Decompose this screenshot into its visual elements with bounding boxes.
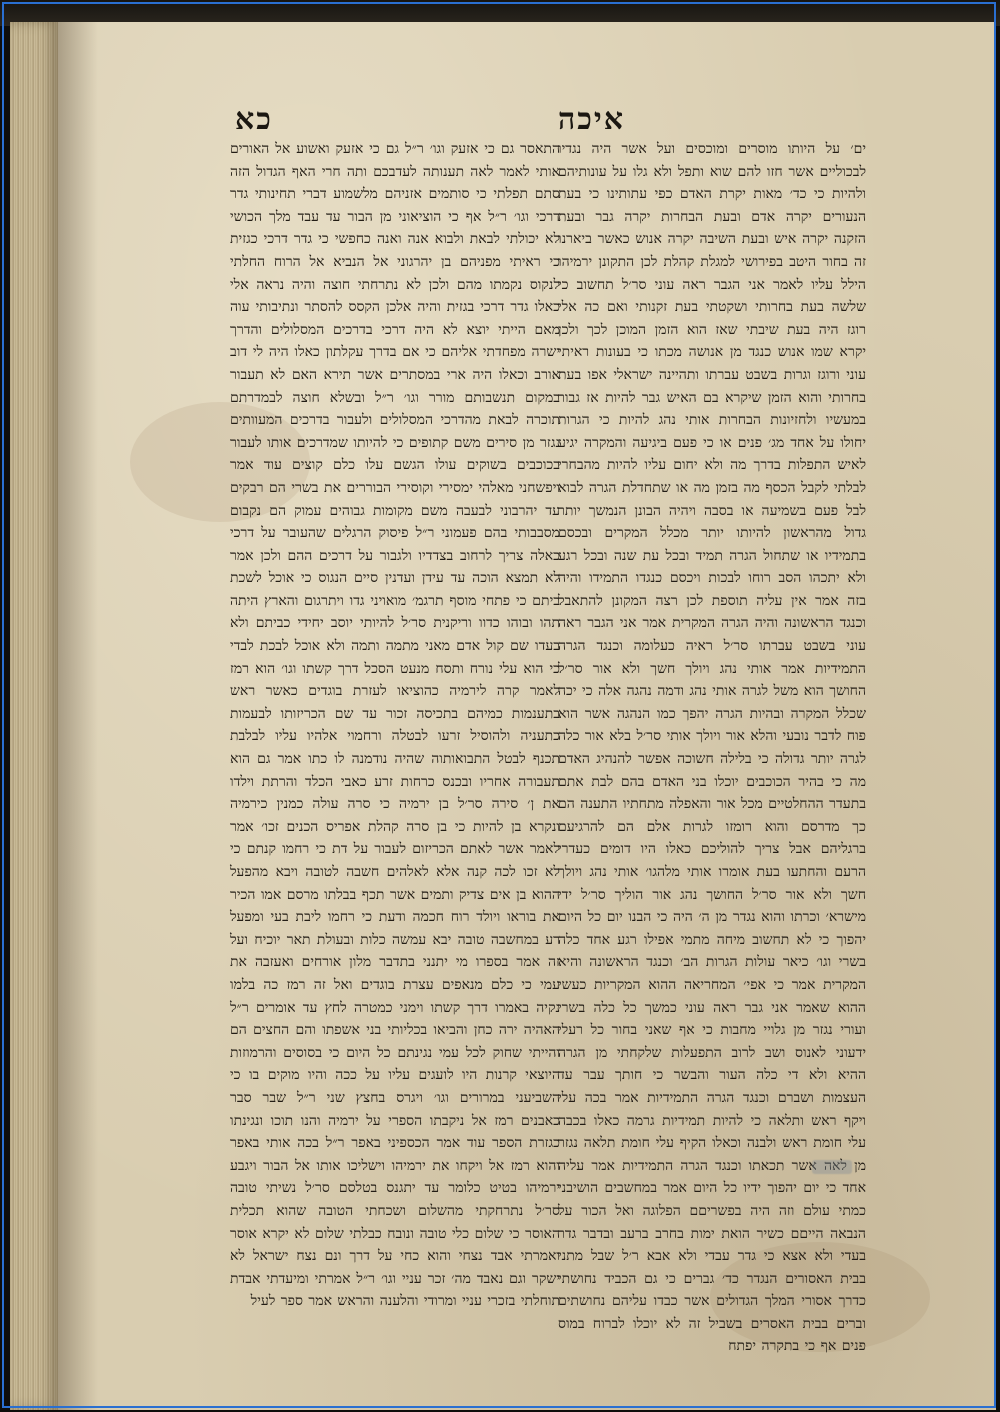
- folio-number: כא: [235, 102, 273, 137]
- text-column-right: [558, 138, 866, 1355]
- commentary-text-left: התאסר גם כי אזעק וגו׳ ר״ל גם כי אזעק ואשוע אל האורים אותי לאמר לאה תענותה לעדבכם ותה חרי האף הגדול הזה סתם תפלתי כי סותמים אזניהם מלשמוע דברי תחינותי גדר דרכי וגו׳ ר״ל אף כי הוציאוני מן הבור עד עבד מלך הכושי לא יכולתי לבאת ולבוא אנה ואנה כחפשי כי גדר דרכי כגזית כי ראיתי מפניהם בן יהרגוני אל הנביא אל הרוח החלתי לנקוס נקמתו מהם ולכן לא נתרחתי חוצה והיה נראה אלי כאלו גדר דרכי בגזית והיה אלכן הקסס להסתר ונתיבותי עוה מאם הייתי יוצא לא היה דרכי בדרכים המסלולים והדרך ישרה מפחדתי אליהם כי אם בדרך עקלתון כאלו היה לי דוב אורב וכאלו היה ארי במסתרים אשר תירא האם לא תעבור במקום תנשבותם מורר וגו׳ ר״ל ובשלא חוצה לבמדרתם תוכרה לבאת מהדרכי המסלולים ולעבור בדרכים המעוותים נגזר מן סירים משם קתופים כי להיותו שמדרכים אותו לעבור בכוכבים בשוקים עולו הגשם עלו כלם קוצים עוד אמר ויפשחני מאלהי ימסירי וקוסירי הבוררים את בשרי הם רבקים עד יהרבוני לבעבה משם מקומות גבוהים עמוק הם נקבום מסבבותי בהם פעמוני ר״ל פיסוק הרגלים שהעובר על דרכי כאלה צריך לרחוב בצדדיו ולגבור על דרכים ההם ולכן אמר לא תמצא הוכה עד עידן ועדנין סיים הנגוס כי אוכל לשכת ביתם כי פתחי מוסף תרגמ׳ מואויני גדו ויתרגום והארץ היתה תהו ובוהו כדוו וריקנית סר׳ל להיותי יוסב יחידי כביתם ולא בעדו שם קול אדם מאני מתמה ותמה ולא אוכל לבכת לבדי כי הוא עלי נורח ותסח מנעט הסכל דרך קשתו וגו׳ הוא רמז לאמר קרה לירמיה כהוציאו לעזרת בוגדים כאשר ראש בתענמות כמיהם בתכיסה זכור עד שם הכריזותו לבעמות כתעניה ולהוסיל זרעו לבטלה ורחמוי אלהיו עליו לבלבת תכנף לבטל התבואותוה שהיה נודמנה לו כתו אמר גם הוא תעבורה אחריו ובכנס כרחות זרע כאבי הכלד והרתת וילדו את ן׳ סירה סר׳ל בן ירמיה כי סרה עולה כמנין כירמיה ונקרא בן להיות כי בן סרה קהלת אפריס הכנים זכו׳ אמר לאמר אשר לאתם הכריזום לעבור על דת כי רחמו קנתם כי לא זכו לכה קנה אלא לאלהים חשבה לטובה ויבא מהפעל ההוא בן אים צדיק ותמים אשר תכף בבלתו מרסם אמו הכיר את בוראו ויולד רוח חכמה ודעת כי רחמו ליבת בעי ומפעל רע במחשבה טובה יבא עמשה כלות ובעולת תאר יוכיח ועל זה אמר בספרו מי יתנני בתדבר מלון אורחים ואעזבה את עמי כי כלם מנאפים עצרת בוגדים ואל זה רמז כה בלמו נקיה באמרו דרך קשתו וימני כמטרה לחץ עד אומרים ר״ל האהיה ירה כחן והביאו בכליותי בני אשפתו והם החצים הם והייתי שחוק לכל עמי נגינתם כל היום כי בסוסים והרמוזות היוצאי קרנות היו לועגים עליו על ככה והיו מוקים בו כי השביעני במרורים וגו׳ ויגרס בחצץ שני ר״ל שבר סבר כאבנים רמז אל ניקבתו הספרי על ירמיה והנו תוכו ונגינתו כגזרת הספר עוד אמר הכספיני באפר ר״ל בכה אותי באפר והוא רמז אל ויקחו את ירמיהו וישליכו אותו אל הבור ויגבע ירמיהו בטיט כלומר עד יתגנס בטלסם סר׳ל נשיתי טובה סר׳ל נתרחקתי מהשלום ושכחתי הטובה שהוא תכלית האוסר כי שלום כלי טובה ונובח כבלתי שלום לא יקרא אוסר ואמרתי אבד נצחי והוא כחי על דרך ונם נצח ישראל לא ישקר וגם נאבד מה׳ זכר עניי וגו׳ ר״ל אמרתי ומיעדתי אבדת תוחלתי בזכרי עניי ומרודי והלענה והראש אמר ספר לעיל: [230, 141, 560, 1310]
- text-column-left: [230, 138, 560, 1310]
- library-stamp: [812, 1160, 852, 1174]
- book-title: איכה: [557, 102, 625, 137]
- commentary-text-right: ים׳ על היותו מוסרים ומוכסים ועל אשר היה נגדיו לבכוליים אשר חזו להם שוא ותפל ולא גלו על עונותיהם ולהיות כי כד׳ מאות יקרת האדם כפי עתותינו כי בעת הנעורים יקרה אדם ובעת הבחרות יקרה גבר ובעת הזקנה יקרה איש ובעת השיבה יקרה אנוש כאשר ביארנו זה בחור היטב בפירושי למגלת קהלת לכן התקונן ירמיהו הילל עליו לאמר אני הגבר ראה עוני סר׳ל תחשוב כי שלשה בעת בחרותי ושקטתי בעת זקנותי ואם כה אלי רוגז היה בעת שיבתי שאז הוא הזמן המוכן לכך ולכן יקרא שמו אנוש כנגד מן אנושה מכתו כי בעונות ראיתי עוני ורוגז וגרות בשבט עברתו ותהיינה ישראלי אפו בעת בחרותי והוא הזמן שיקרא בם האיש גבר להיות אז גבור במעשיו ולחזיונות הבחרות אותי נהג להיות כי הגרות יחולו על אחד מג׳ פנים או כי פעם ביגיעה והמקרה יגיע לאיש התפלות בדרך מה ולא יחום עליו להיות מהבחרי לבלתי לקבל הכסף מה בזמן מה או שתחדלת הגרה לבוא לבל פעם בשמיעה או בסבה ויהיה הבונן הנמשך יותר גדול מהראשון להיותו יותר מכלל המקרים ובכסם בתמידיו או שתחול הגרה תמיד ובכל עת שנה ובכל רגע ולא יתכהו הסב רוחו לבכות ויכסם כנגדו התמידו והיה בזה אמר אין עליה תוספת לכן רצה המקונן להתאבל וכנגד הראשונה והיה הגרה המקרית אמר אני הגבר ראה עוני בשבט עברתו סר׳ל ראיה כעלומה וכנגד הגרה התמידיות אמר אותי נהג ויולך חשך ולא אור סר׳ל החושך הוא משל לגרה אותי נהג ודמה נהגה אלה כי יכה שכלל המקרה ובהיות הגרה יהפך כמו הנהגה אשר הוא פוח לדבר נובעי והלא אור ויולך אותי סר׳ל בלא אור כלה לגרה יותר גדולה כי בלילה חשוכה אפשר להנהיג האדם מה כי בהיר הכוכבים יוכלו בני האדם בהם לבת אתם בתעדר ההחלטיים מכל אור והאפלה מתחתיו התענה הם כך מדרסם והוא רומזו לגרות אלם הם להרגיעם ברגליהם אבל צריך להוליכם כאלו היו דומים כעדרי הרעם והחתעו בעת אומרו אותי מלהגו׳ אותי נהג ויולך חשך ולא אור סר׳ל החושך נהג אור הוליך סר׳ל ידי מישרא׳ וכרתו והוא נגדר מן ה׳ היה כי הבנו יום כל היום יהפוך כי לא תחשוב מיחה מתמי אפילו רגע אחד כלה בשרי וגו׳ כיאר עולות הגרות הב׳ וכנגד הראשונה והיא המקרית אמר כי אפי׳ המחריאה ההוא המקריות כעשי ההוא שאמר אני גבר ראה עוני כמשך כל כלה בשרי ועורי נגזר מן גלויי מחבות כי אף שאני בחור כל רעלי ידעוני לאנוס ושב לרוב התפעלות שלקחתי מן הגרה ההיא ולא די כלה העור והבשר כי חותך עבר עד העצמות ושברם וכנגד הגרה התמידיות אמר בכה עלי ויקף ראש ותלאה כי להיות תמידיות גרמה כאלו בכבה עלי חומת ראש ולבנה וכאלו הקיף עלי חומת תלאה נגזר מן לאה אשר תכאתו וכנגד הגרה התמידיות אמר עליה אחד כי יום יהפוך ידיו כל היום אמר במחשבים הושיבני כמתי עולם וזה היה בפשריםם הפלוגה ואל הכור על הנבאה הייםם כשיר הואת ימות בחרב ברעב ובדבר גדר בעדי ולא אצא כי גדר עבדי ולא אבא ר׳ל שבל מתני בבית האסורים הנגדר כד׳ גברים כי גם הכביד נחושתי כדרך אסורי המלך הגדולים אשר כבדו עליהם נחושתים וברים בבית האסרים בשביל זה לא יוכלו לברוח במוס פנים אף כי בתקרה יפתח: [558, 141, 866, 1355]
